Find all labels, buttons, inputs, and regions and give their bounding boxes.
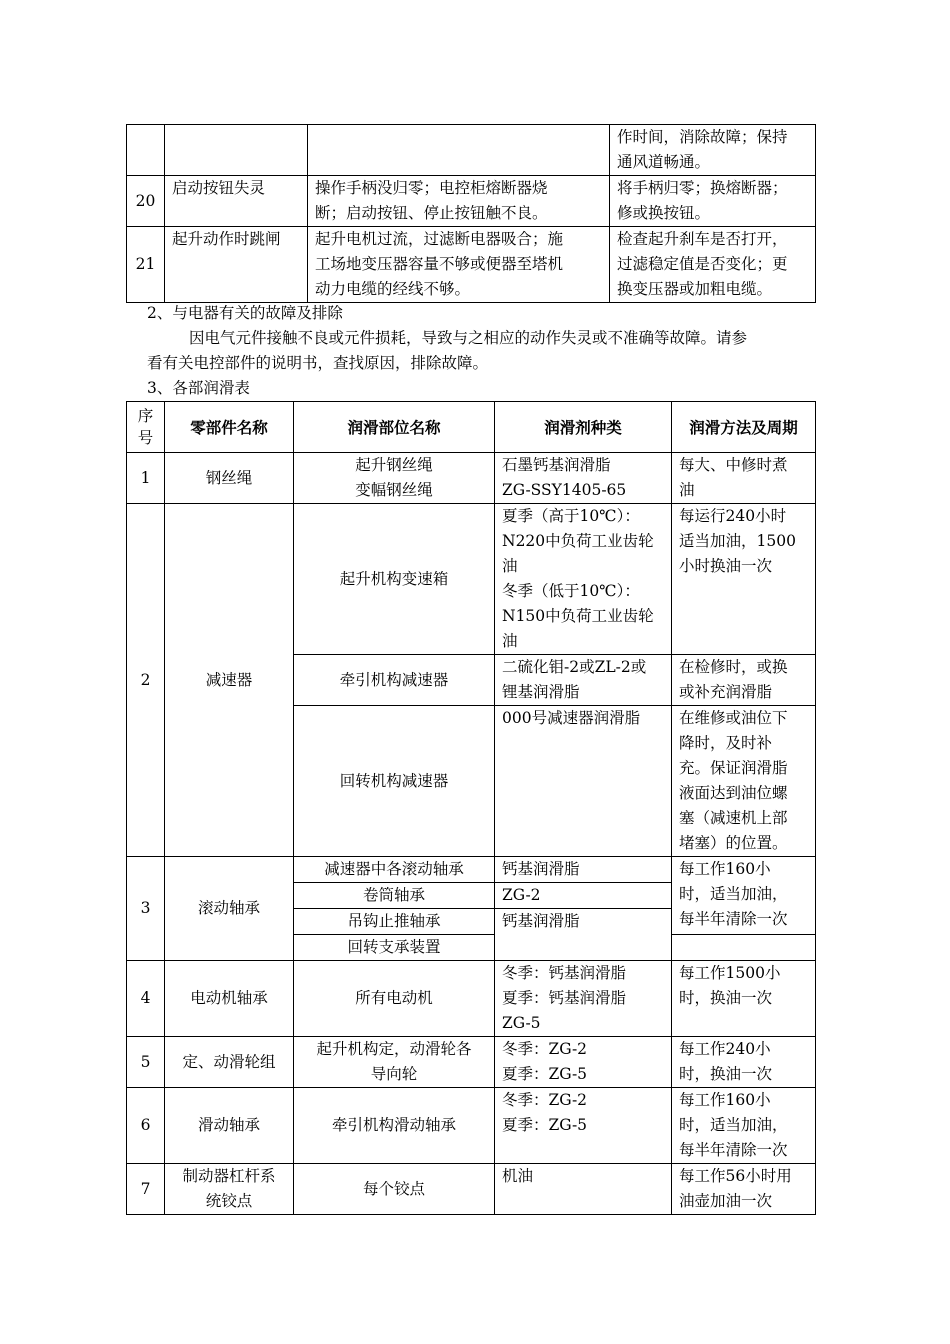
- part-name: 制动器杠杆系 统铰点: [165, 1164, 294, 1215]
- lube-position: 起升钢丝绳 变幅钢丝绳: [294, 453, 495, 504]
- lube-method: 在维修或油位下 降时，及时补 充。保证润滑脂 液面达到油位螺 塞（减速机上部 堵塞）的位置。: [672, 706, 816, 857]
- fault-name: 启动按钮失灵: [165, 176, 308, 227]
- lube-method: 每大、中修时煮 油: [672, 453, 816, 504]
- fault-fix: 将手柄归零；换熔断器； 修或换按钮。: [610, 176, 816, 227]
- lube-method: 每工作160小 时，适当加油， 每半年清除一次: [672, 1088, 816, 1164]
- table-row: [127, 453, 816, 504]
- header-part: 零部件名称: [165, 402, 294, 453]
- lubricant: 二硫化钼-2或ZL-2或 锂基润滑脂: [495, 655, 672, 706]
- lube-method: 在检修时，或换 或补充润滑脂: [672, 655, 816, 706]
- table-row: [127, 504, 816, 655]
- row-number: 20: [127, 176, 165, 227]
- section2-heading: 2、与电器有关的故障及排除: [147, 304, 343, 322]
- lubricant: 石墨钙基润滑脂 ZG-SSY1405-65: [495, 453, 672, 504]
- table-header-row: [127, 402, 816, 453]
- section3-heading: 3、各部润滑表: [147, 379, 250, 397]
- lube-position: 起升机构定，动滑轮各 导向轮: [294, 1037, 495, 1088]
- lube-position: 牵引机构滑动轴承: [294, 1088, 495, 1164]
- row-number: 2: [127, 504, 165, 857]
- lubricant: 冬季：ZG-2 夏季：ZG-5: [495, 1088, 672, 1164]
- lube-method: 每工作240小 时，换油一次: [672, 1037, 816, 1088]
- lube-position: 回转支承装置: [294, 935, 495, 961]
- lubricant: 夏季（高于10℃）： N220中负荷工业齿轮 油 冬季（低于10℃）： N150中负荷工业齿轮 油: [495, 504, 672, 655]
- lube-position: 回转机构减速器: [294, 706, 495, 857]
- row-number: 4: [127, 961, 165, 1037]
- row-number: 21: [127, 227, 165, 303]
- row-number: 7: [127, 1164, 165, 1215]
- lubricant: 冬季：ZG-2 夏季：ZG-5: [495, 1037, 672, 1088]
- header-lubricant: 润滑剂种类: [495, 402, 672, 453]
- lubricant: 钙基润滑脂: [495, 857, 672, 883]
- fault-name: 起升动作时跳闸: [165, 227, 308, 303]
- lube-position: 减速器中各滚动轴承: [294, 857, 495, 883]
- fault-fix: 检查起升刹车是否打开， 过滤稳定值是否变化；更 换变压器或加粗电缆。: [610, 227, 816, 303]
- row-number: 1: [127, 453, 165, 504]
- header-num: 序 号: [127, 402, 165, 453]
- row-number: [127, 125, 165, 176]
- lube-position: 卷筒轴承: [294, 883, 495, 909]
- part-name: 滑动轴承: [165, 1088, 294, 1164]
- lubricant: 000号减速器润滑脂: [495, 706, 672, 857]
- row-number: 5: [127, 1037, 165, 1088]
- table-row: [127, 1164, 816, 1215]
- part-name: 钢丝绳: [165, 453, 294, 504]
- fault-cause: 操作手柄没归零；电控柜熔断器烧 断；启动按钮、停止按钮触不良。: [308, 176, 610, 227]
- part-name: 电动机轴承: [165, 961, 294, 1037]
- header-position: 润滑部位名称: [294, 402, 495, 453]
- lube-position: 牵引机构减速器: [294, 655, 495, 706]
- lube-method: 每工作160小 时，适当加油， 每半年清除一次: [672, 857, 816, 935]
- lube-method: 每运行240小时 适当加油，1500 小时换油一次: [672, 504, 816, 655]
- fault-table: [126, 124, 816, 303]
- row-number: 6: [127, 1088, 165, 1164]
- lube-position: 吊钩止推轴承: [294, 909, 495, 935]
- part-name: 减速器: [165, 504, 294, 857]
- part-name: 定、动滑轮组: [165, 1037, 294, 1088]
- lubricant: 机油: [495, 1164, 672, 1215]
- lubrication-table: [126, 401, 816, 1215]
- lubricant: 钙基润滑脂: [495, 909, 672, 961]
- lube-position: 起升机构变速箱: [294, 504, 495, 655]
- lube-method: 每工作56小时用 油壶加油一次: [672, 1164, 816, 1215]
- table-row: [127, 857, 816, 883]
- lubricant: ZG-2: [495, 883, 672, 909]
- fault-fix: 作时间，消除故障；保持 通风道畅通。: [610, 125, 816, 176]
- table-row: [127, 176, 816, 227]
- lube-position: 每个铰点: [294, 1164, 495, 1215]
- table-row: [127, 1037, 816, 1088]
- lubricant: 冬季：钙基润滑脂 夏季：钙基润滑脂 ZG-5: [495, 961, 672, 1037]
- lube-position: 所有电动机: [294, 961, 495, 1037]
- row-number: 3: [127, 857, 165, 961]
- lube-method-empty: [672, 935, 816, 961]
- fault-cause: [308, 125, 610, 176]
- header-method: 润滑方法及周期: [672, 402, 816, 453]
- fault-name: [165, 125, 308, 176]
- fault-cause: 起升电机过流，过滤断电器吸合；施 工场地变压器容量不够或便器至塔机 动力电缆的经线不够。: [308, 227, 610, 303]
- section2-body-line1: 因电气元件接触不良或元件损耗，导致与之相应的动作失灵或不准确等故障。请参: [189, 329, 748, 347]
- section2-body-line2: 看有关电控部件的说明书，查找原因，排除故障。: [147, 354, 489, 372]
- table-row: [127, 227, 816, 303]
- part-name: 滚动轴承: [165, 857, 294, 961]
- table-row: [127, 961, 816, 1037]
- lube-method: 每工作1500小 时，换油一次: [672, 961, 816, 1037]
- table-row: [127, 1088, 816, 1164]
- table-row: [127, 125, 816, 176]
